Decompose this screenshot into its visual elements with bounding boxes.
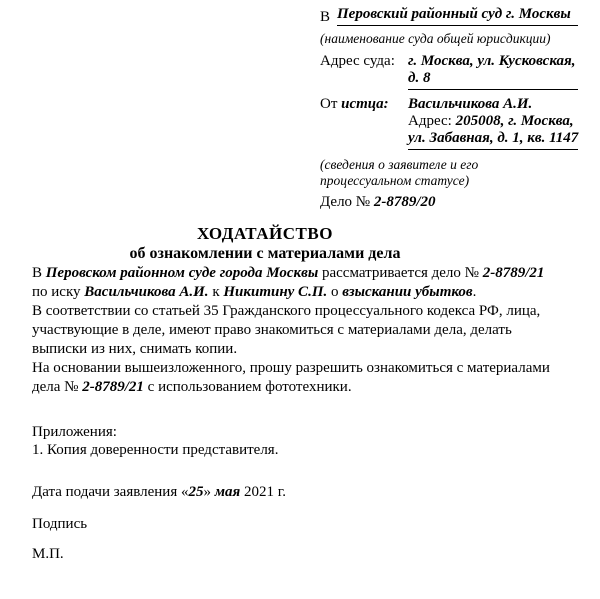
case-number-row [320, 194, 578, 211]
text-segment: 2021 г. [240, 484, 286, 500]
text-segment: Перовском районном суде города Москвы [45, 265, 319, 281]
petitioner-label [320, 96, 408, 150]
text-segment: 2-8789/21 [482, 265, 545, 281]
text-segment: Никитину С.П. [223, 284, 328, 300]
petitioner-address-prefix: Адрес: [408, 113, 452, 129]
text-segment: Дата подачи заявления « [32, 484, 189, 500]
paragraph-legal-basis [32, 302, 554, 359]
paragraph-case-intro [32, 264, 554, 302]
court-name-value: Перовский районный суд г. Москвы [337, 6, 578, 26]
petitioner-row [320, 96, 578, 150]
court-header-block [320, 6, 578, 211]
petitioner-address-line2: ул. Забавная, д. 1, кв. 1147 [408, 130, 579, 146]
text-segment: . [472, 284, 477, 300]
document-subtitle: об ознакомлении с материалами дела [129, 245, 401, 262]
status-hint-line1: (сведения о заявителе и его [320, 157, 479, 172]
court-address-row [320, 53, 578, 90]
text-segment: с использованием фототехники. [143, 379, 352, 395]
petitioner-name: Васильчикова А.И. [408, 96, 533, 112]
court-address-line2: д. 8 [408, 70, 431, 86]
text-segment: по иску [32, 284, 85, 300]
paragraph-request [32, 359, 554, 397]
document-title: ХОДАТАЙСТВО [197, 224, 333, 243]
court-address-line1: г. Москва, ул. Кусковская, [408, 53, 576, 69]
attachment-item: 1. Копия доверенности представителя. [32, 442, 279, 458]
case-number: 2-8789/20 [373, 194, 436, 210]
from-role: истца: [341, 96, 389, 112]
text-segment: 25 [188, 484, 204, 500]
stamp-placeholder: М.П. [32, 546, 64, 562]
document-title-block [32, 223, 498, 264]
court-address-label: Адрес суда: [320, 53, 395, 69]
text-segment: мая [214, 484, 241, 500]
text-segment: взыскании убытков [342, 284, 473, 300]
court-to-prefix: В [320, 9, 331, 25]
text-segment: На основании вышеизложенного, прошу разрешить ознакомиться с материалами дела № [32, 360, 550, 395]
petitioner-value [408, 96, 578, 150]
filing-date-line [32, 483, 576, 501]
petitioner-status-hint [320, 157, 578, 189]
court-name-row [320, 6, 578, 26]
text-segment: В [32, 265, 46, 281]
case-label: Дело № [320, 194, 371, 210]
text-segment: » [203, 484, 215, 500]
text-segment: к [208, 284, 224, 300]
status-hint-line2: процессуальном статусе) [320, 173, 470, 188]
text-segment: В соответствии со статьей 35 Гражданского процессуального кодекса РФ, лица, участвующие в деле, имеют право знакомиться с материалами дела, делать выписки из них, снимать копии. [32, 303, 541, 357]
text-segment: о [327, 284, 343, 300]
court-address-value [408, 53, 578, 90]
attachments-label: Приложения: [32, 424, 117, 440]
from-prefix: От [320, 96, 338, 112]
court-name-hint: (наименование суда общей юрисдикции) [320, 31, 551, 46]
signature-label: Подпись [32, 516, 88, 532]
petitioner-address-part1: 205008, г. Москва, [455, 113, 574, 129]
text-segment: 2-8789/21 [82, 379, 144, 395]
document-body [32, 264, 554, 397]
text-segment: Васильчикова А.И. [84, 284, 209, 300]
text-segment: рассматривается дело № [318, 265, 483, 281]
attachments-section [32, 423, 576, 459]
petitioner-address-line1 [408, 113, 578, 130]
